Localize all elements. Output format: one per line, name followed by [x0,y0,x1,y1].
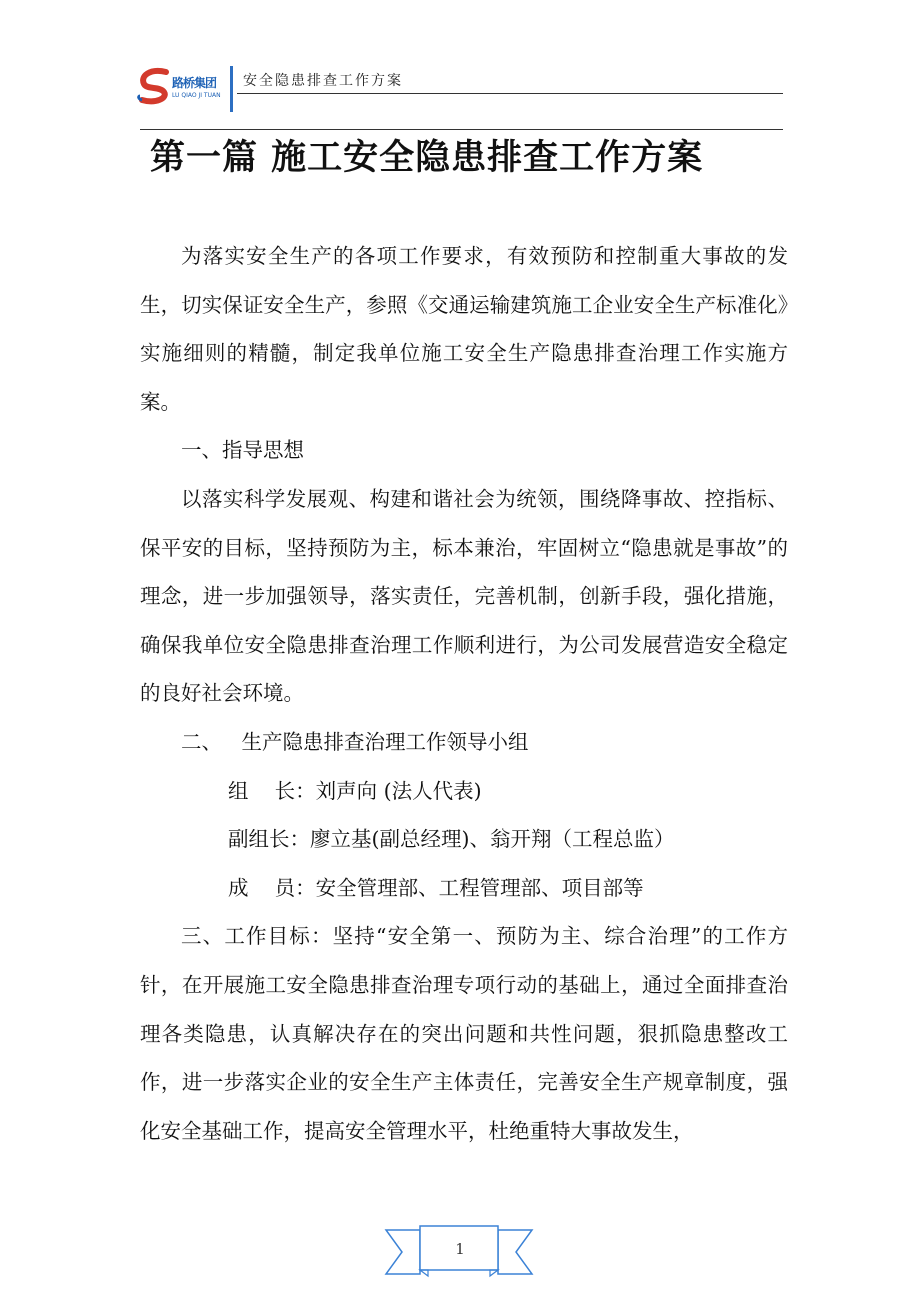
page-number: 1 [455,1240,465,1258]
document-body [140,232,788,1155]
header-rule [237,93,783,94]
paragraph-intro: 为落实安全生产的各项工作要求，有效预防和控制重大事故的发生，切实保证安全生产，参照《交通运输建筑施工企业安全生产标准化》实施细则的精髓，制定我单位施工安全生产隐患排查治理工作实施方案。 [140,244,788,414]
leader-line: 组 长：刘声向 (法人代表) [228,778,482,803]
section-heading-guiding: 一、指导思想 [181,438,304,463]
logo-text: 路桥集团 [172,76,217,90]
paragraph-goals: 三、工作目标：坚持“安全第一、预防为主、综合治理”的工作方针，在开展施工安全隐患排查治理专项行动的基础上，通过全面排查治理各类隐患，认真解决存在的突出问题和共性问题，狠抓隐患整改工作，进一步落实企业的安全生产主体责任，完善安全生产规章制度，强化安全基础工作，提高安全管理水平，杜绝重特大事故发生， [140,924,788,1143]
logo-emblem-icon [136,66,172,106]
logo-subtext: LU QIAO JI TUAN [172,92,221,99]
header-title: 安全隐患排查工作方案 [243,73,403,89]
header-divider [230,66,233,112]
company-logo [136,66,222,110]
document-title: 第一篇 施工安全隐患排查工作方案 [150,137,704,178]
paragraph-guiding: 以落实科学发展观、构建和谐社会为统领，围绕降事故、控指标、保平安的目标，坚持预防为主，标本兼治，牢固树立“隐患就是事故”的理念，进一步加强领导，落实责任，完善机制，创新手段，强化措施，确保我单位安全隐患排查治理工作顺利进行，为公司发展营造安全稳定的良好社会环境。 [140,486,788,706]
page-header [0,0,920,120]
members-line: 成 员：安全管理部、工程管理部、项目部等 [228,875,644,900]
section-heading-leadership: 二、 生产隐患排查治理工作领导小组 [181,729,529,754]
deputy-leader-line: 副组长：廖立基(副总经理)、翁开翔（工程总监） [228,827,675,852]
